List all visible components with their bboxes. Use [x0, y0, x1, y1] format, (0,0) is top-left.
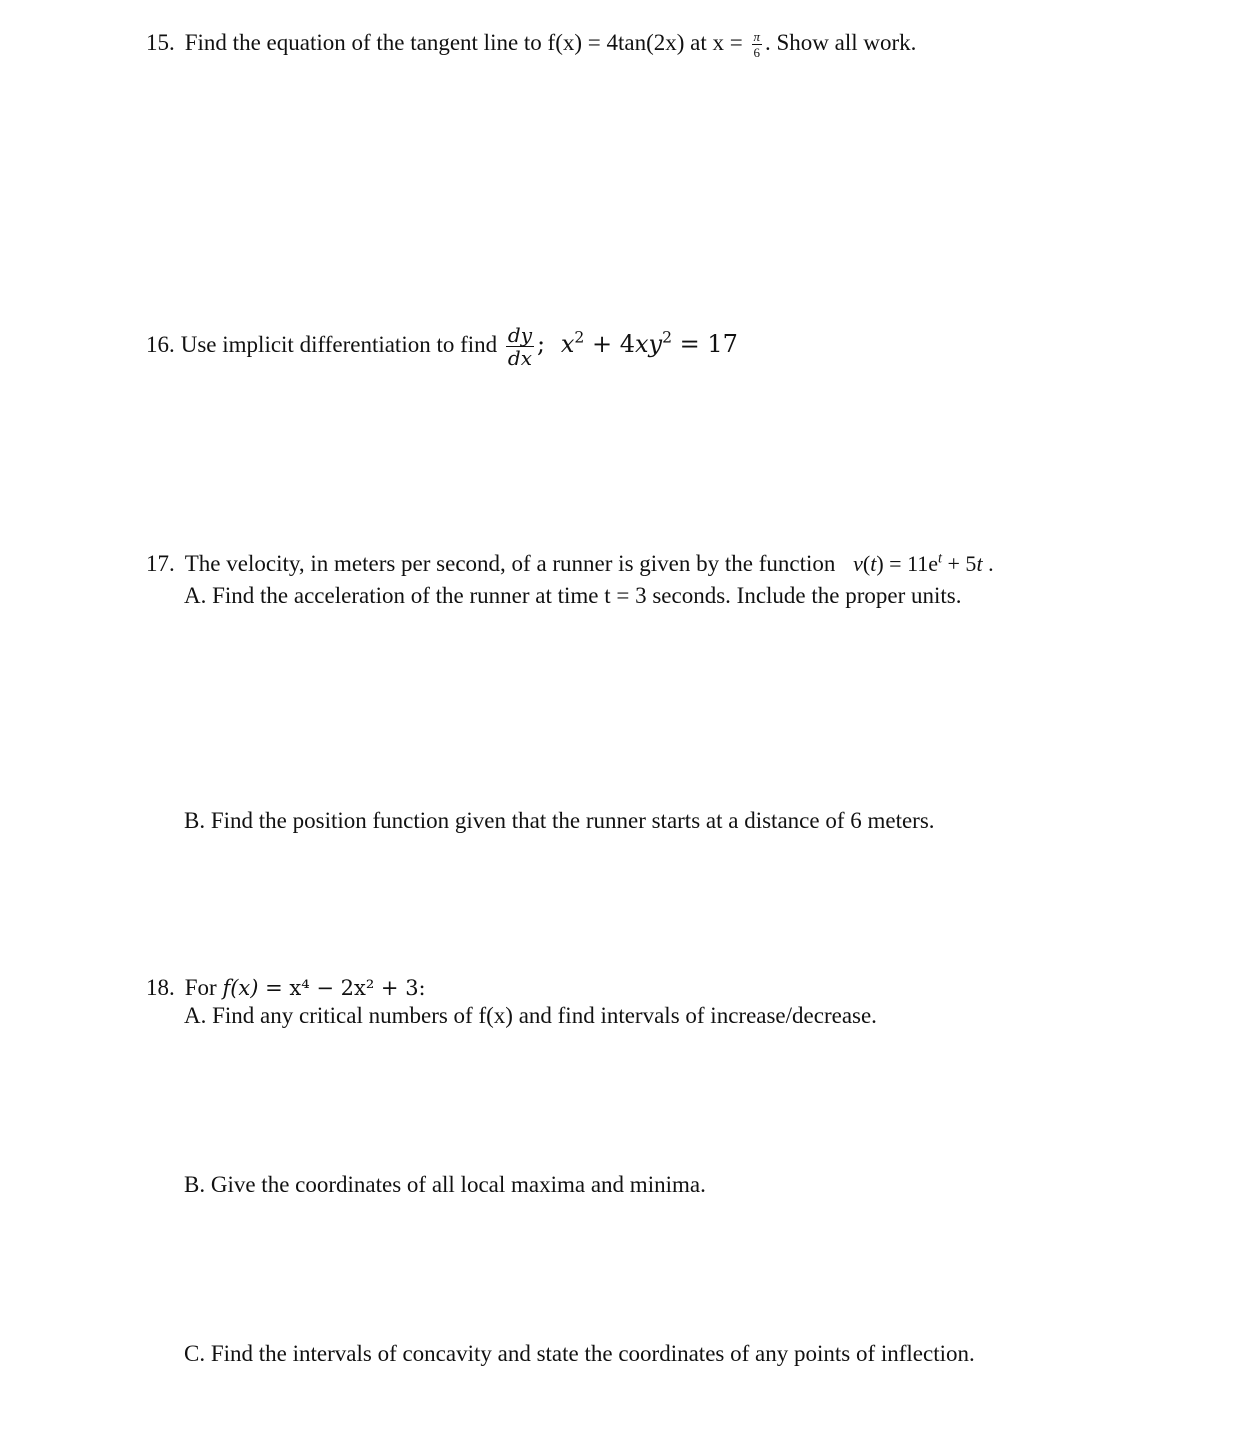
- question-text-tail: . Show all work.: [765, 30, 917, 55]
- question-number: 16.: [146, 331, 175, 357]
- question-text: Find the equation of the tangent line to f(x) = 4tan(2x) at x =: [184, 30, 743, 55]
- question-text: For: [184, 975, 217, 1000]
- pi-over-6-fraction: $\frac{\pi}{6}$: [753, 29, 761, 61]
- dy-dx-fraction: $\frac{dy}{dx}$: [507, 323, 533, 370]
- question-18: [146, 973, 426, 1003]
- question-17-part-b: B. Find the position function given that the runner starts at a distance of 6 meters.: [184, 808, 935, 833]
- question-number: 18.: [146, 975, 175, 1000]
- separator: ;: [537, 329, 546, 358]
- equation: $x^2 + 4xy^2 = 17$: [560, 328, 738, 358]
- question-17: [146, 549, 994, 579]
- question-18-part-c: C. Find the intervals of concavity and state the coordinates of any points of inflection.: [184, 1341, 975, 1366]
- question-18-part-b: B. Give the coordinates of all local maxima and minima.: [184, 1172, 706, 1197]
- question-16: [146, 325, 738, 368]
- polynomial-function: f(x) = x⁴ − 2x² + 3:: [222, 976, 426, 1000]
- question-text: Use implicit differentiation to find: [180, 331, 498, 357]
- question-15: [146, 28, 916, 59]
- question-number: 15.: [146, 30, 175, 55]
- question-17-part-a: A. Find the acceleration of the runner at time t = 3 seconds. Include the proper units.: [184, 583, 962, 608]
- velocity-function: $v(t) = 11e^t + 5t$ .: [853, 550, 994, 576]
- question-text: The velocity, in meters per second, of a runner is given by the function: [184, 551, 836, 576]
- question-18-part-a: A. Find any critical numbers of f(x) and find intervals of increase/decrease.: [184, 1003, 877, 1028]
- question-number: 17.: [146, 551, 175, 576]
